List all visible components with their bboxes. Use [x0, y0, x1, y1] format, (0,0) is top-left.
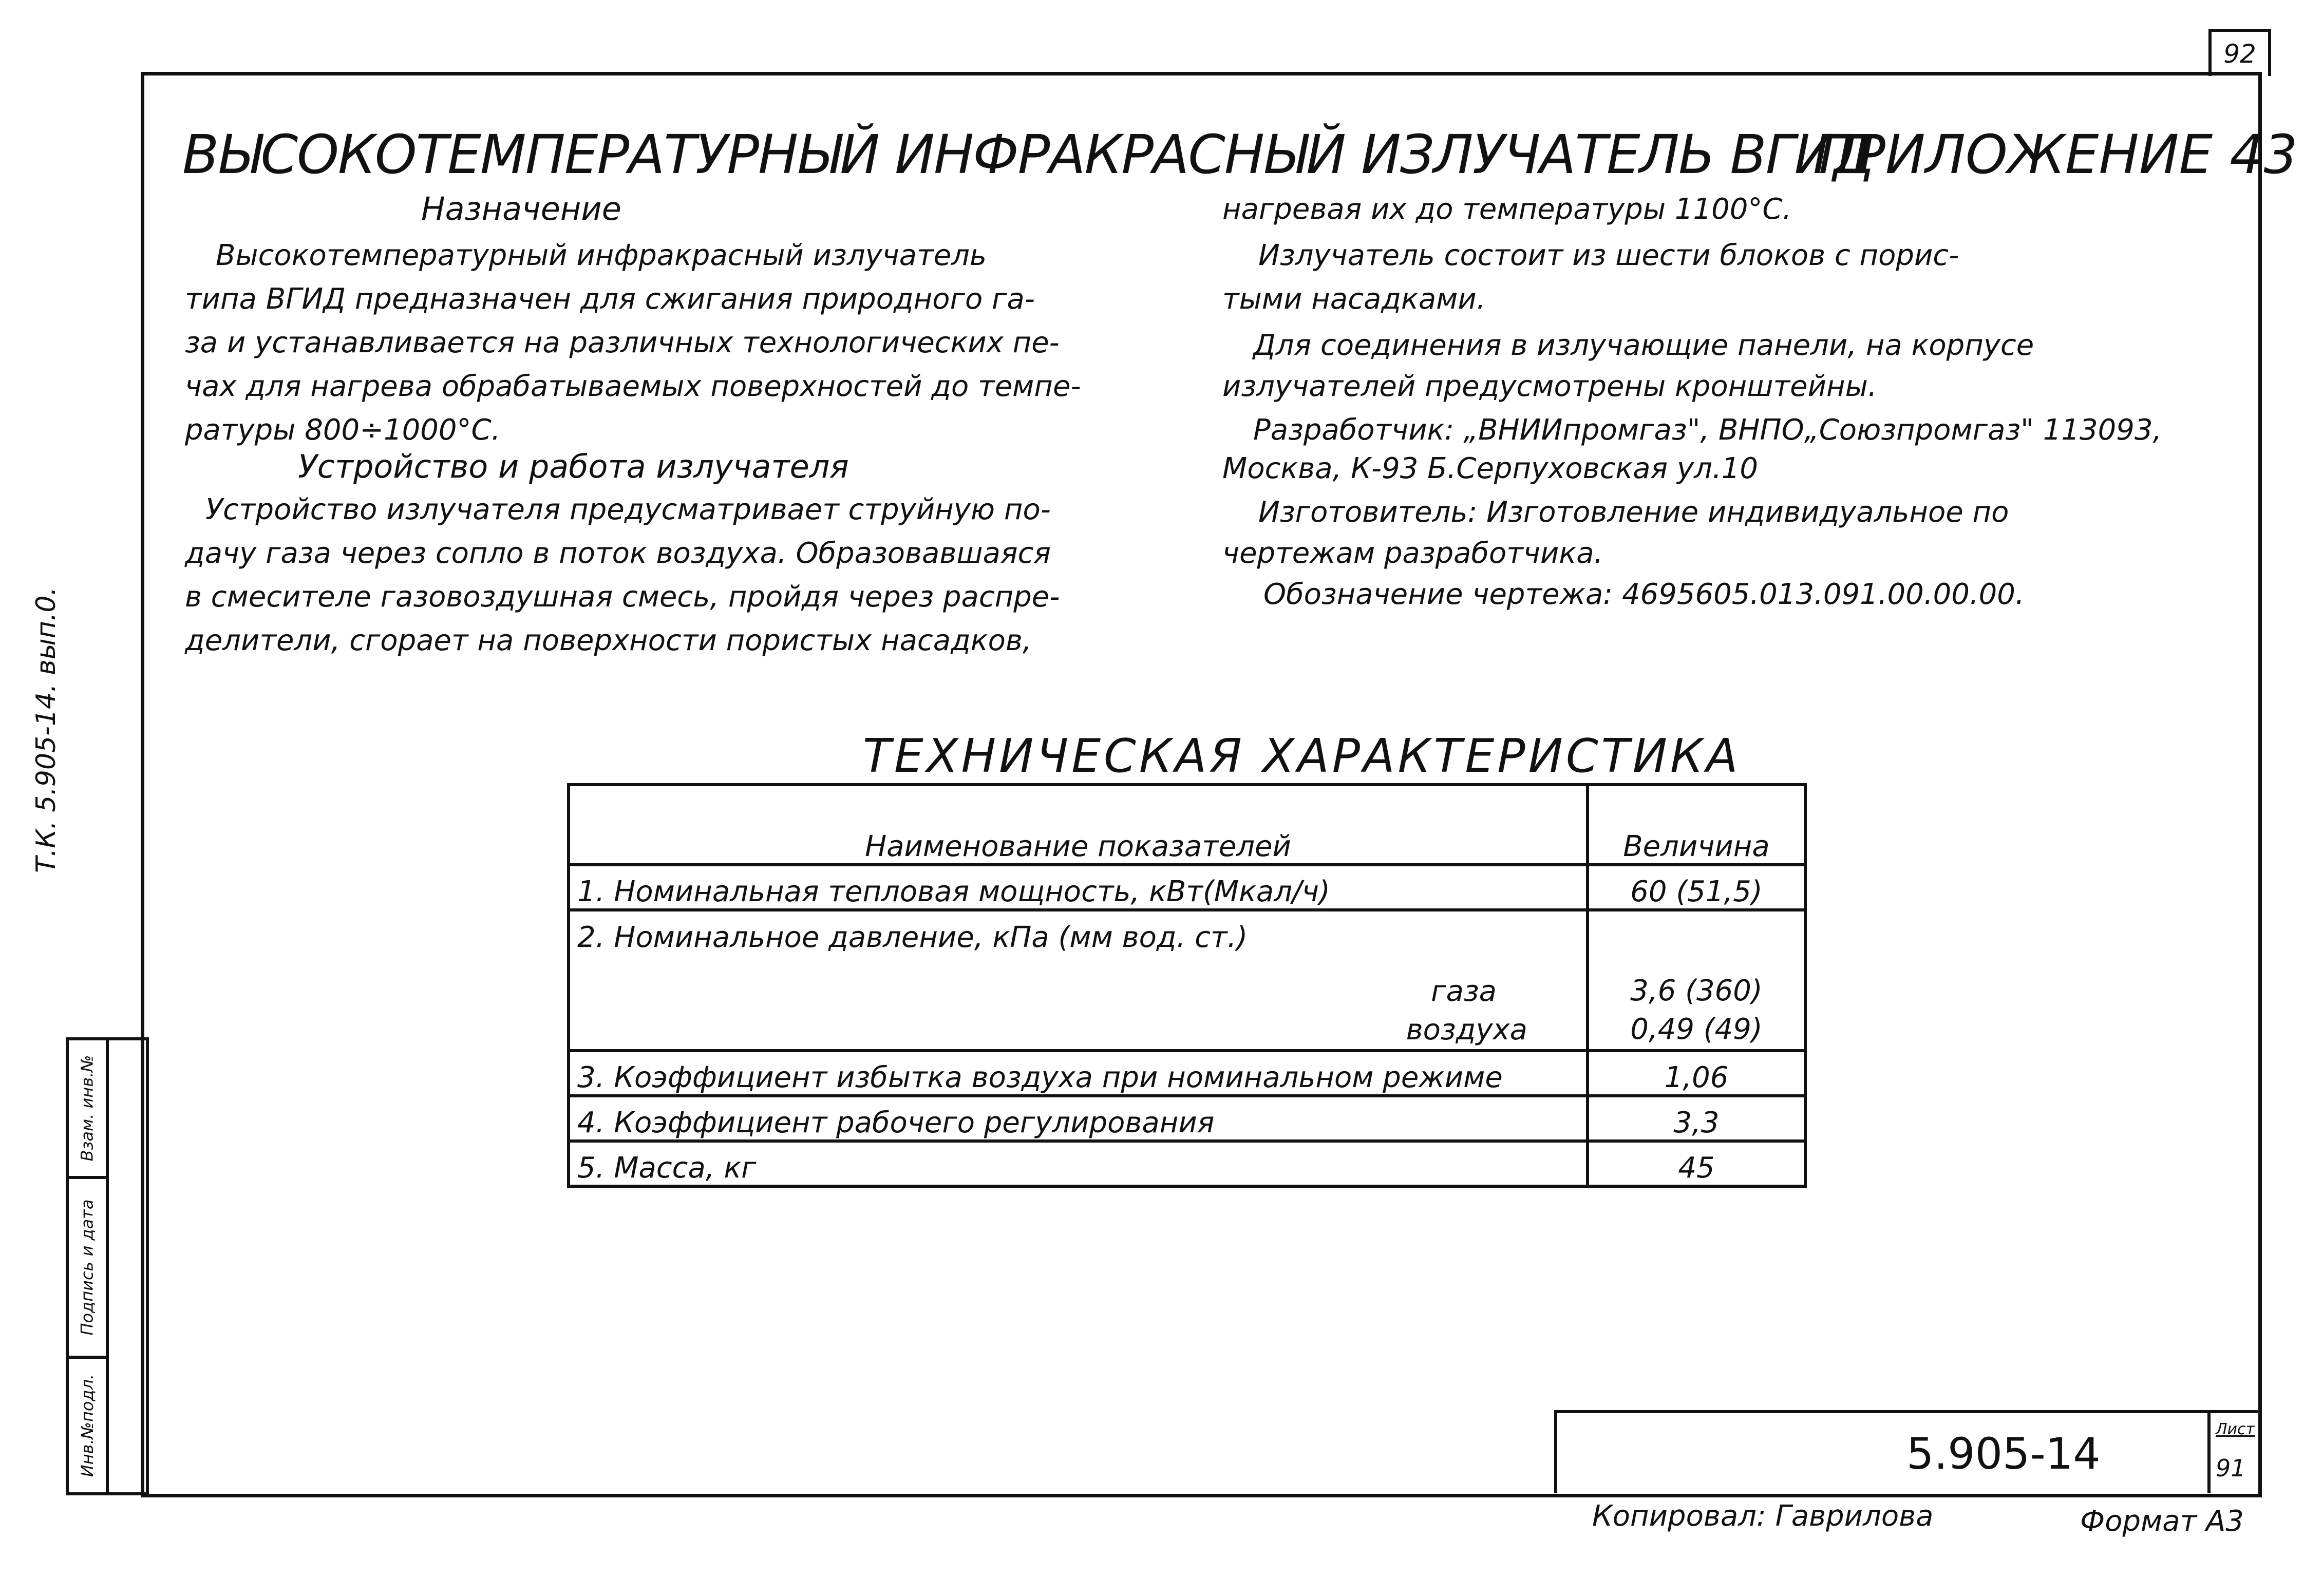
stamp-divider: [106, 1040, 109, 1492]
table-row: [569, 1096, 1805, 1141]
design-line: делители, сгорает на поверхности пористых насадков,: [185, 624, 1032, 657]
heading-design: Устройство и работа излучателя: [298, 448, 849, 485]
table-row: [569, 1141, 1805, 1186]
row4-value: 3,3: [1588, 1096, 1805, 1141]
side-stamp: [66, 1037, 149, 1495]
document-title: ВЫСОКОТЕМПЕРАТУРНЫЙ ИНФРАКРАСНЫЙ ИЗЛУЧАТЕЛЬ ВГИД: [182, 123, 1874, 186]
stamp-cell-label: Подпись и дата: [78, 1199, 97, 1336]
row4-name: 4. Коэффициент рабочего регулирования: [569, 1096, 1588, 1141]
column-header-name: Наименование показателей: [569, 785, 1588, 865]
right-line: тыми насадками.: [1222, 282, 1486, 316]
right-line: излучателей предусмотрены кронштейны.: [1222, 370, 1877, 403]
sheet-box-number: 91: [2216, 1454, 2246, 1482]
spec-table: [567, 783, 1807, 1188]
row5-name: 5. Масса, кг: [569, 1141, 1588, 1186]
paper-format: Формат А3: [2080, 1505, 2244, 1538]
table-row: [569, 1051, 1805, 1096]
row1-name: 1. Номинальная тепловая мощность, кВт(Мкал/ч): [569, 865, 1588, 910]
table-row: [569, 785, 1805, 865]
title-block: [1554, 1410, 2258, 1493]
stamp-cell: [69, 1179, 106, 1359]
table-row: [569, 865, 1805, 910]
sheet-box: [2207, 1413, 2261, 1493]
row2-gas-label: газа: [1431, 975, 1497, 1008]
table-row: [569, 910, 1805, 1051]
right-line: Излучатель состоит из шести блоков с порис-: [1258, 239, 1959, 272]
column-header-value: Величина: [1588, 785, 1805, 865]
stamp-cell-label: Инв.№подл.: [78, 1374, 98, 1477]
row5-value: 45: [1588, 1141, 1805, 1186]
purpose-line: ратуры 800÷1000°С.: [185, 413, 501, 447]
stamp-cell-label: Взам. инв.№: [78, 1055, 97, 1162]
right-line: Для соединения в излучающие панели, на корпусе: [1253, 329, 2034, 362]
stamp-cell: [69, 1040, 106, 1179]
right-line: Обозначение чертежа: 4695605.013.091.00.00.00.: [1263, 578, 2025, 611]
stamp-cell: [69, 1359, 106, 1492]
design-line: в смесителе газовоздушная смесь, пройдя через распре-: [185, 580, 1060, 614]
right-line: Разработчик: „ВНИИпромгаз", ВНПО„Союзпромгаз" 113093,: [1253, 413, 2162, 447]
right-line: Москва, К-93 Б.Серпуховская ул.10: [1222, 452, 1759, 485]
row1-value: 60 (51,5): [1588, 865, 1805, 910]
row2-air-value: 0,49 (49): [1630, 1013, 1763, 1046]
row2-air-label: воздуха: [1406, 1013, 1527, 1047]
drawing-code: 5.905-14: [1906, 1429, 2101, 1479]
purpose-line: Высокотемпературный инфракрасный излучатель: [216, 239, 987, 272]
right-line: Изготовитель: Изготовление индивидуальное по: [1258, 496, 2009, 529]
row2-gas-value: 3,6 (360): [1630, 974, 1763, 1008]
purpose-line: за и устанавливается на различных технологических пе-: [185, 326, 1060, 359]
purpose-line: чах для нагрева обрабатываемых поверхностей до темпе-: [185, 370, 1081, 403]
row2-name: 2. Номинальное давление, кПа (мм вод. ст.): [577, 921, 1248, 954]
sheet-number: 92: [2208, 29, 2271, 76]
spec-title: ТЕХНИЧЕСКАЯ ХАРАКТЕРИСТИКА: [863, 729, 1741, 783]
right-line: нагревая их до температуры 1100°С.: [1222, 193, 1792, 226]
purpose-line: типа ВГИД предназначен для сжигания природного га-: [185, 282, 1035, 316]
sheet-label: Лист: [2216, 1420, 2255, 1438]
right-line: чертежам разработчика.: [1222, 537, 1603, 570]
copied-by: Копировал: Гаврилова: [1592, 1499, 1934, 1533]
appendix-label: ПРИЛОЖЕНИЕ 43: [1813, 123, 2298, 186]
heading-purpose: Назначение: [421, 190, 621, 227]
design-line: дачу газа через сопло в поток воздуха. Образовавшаяся: [185, 537, 1051, 570]
row3-name: 3. Коэффициент избытка воздуха при номинальном режиме: [569, 1051, 1588, 1096]
row3-value: 1,06: [1588, 1051, 1805, 1096]
series-label: Т.К. 5.905-14. вып.0.: [31, 587, 62, 873]
design-line: Устройство излучателя предусматривает струйную по-: [205, 493, 1051, 526]
